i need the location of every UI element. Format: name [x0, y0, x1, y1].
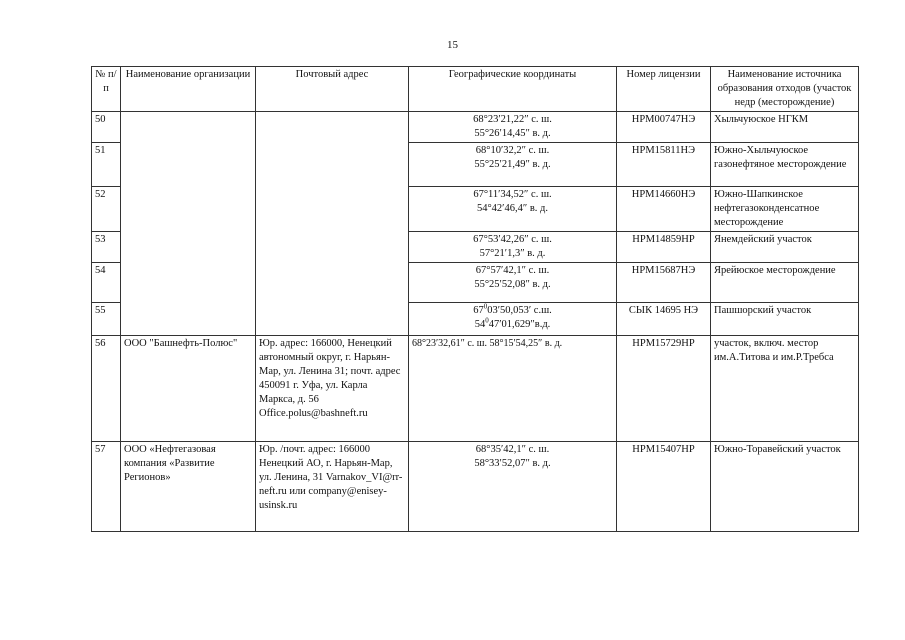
- row-num: 56: [92, 336, 121, 442]
- registry-table: [91, 66, 859, 532]
- row-address: Юр. адрес: 166000, Ненецкий автономный округ, г. Нарьян-Мар, ул. Ленина 31; почт. адрес 450091 г. Уфа, ул. Карла Маркса, д. 56 Office.polus@bashneft.ru: [256, 336, 409, 442]
- row-license: НРМ14660НЭ: [617, 187, 711, 232]
- header-license: Номер лицензии: [617, 67, 711, 112]
- row-license: НРМ15729НР: [617, 336, 711, 442]
- header-num: № п/п: [92, 67, 121, 112]
- row-source: Ярейюское месторождение: [711, 263, 859, 303]
- row-license: НРМ14859НР: [617, 232, 711, 263]
- row-coords: $67^003'50,053'$ с.ш. $54^047'01,629''в.д$.: [409, 303, 617, 336]
- row-source: Пашшорский участок: [711, 303, 859, 336]
- row-address: [256, 112, 409, 336]
- row-license: НРМ15687НЭ: [617, 263, 711, 303]
- row-license: НРМ15811НЭ: [617, 143, 711, 187]
- row-num: 53: [92, 232, 121, 263]
- row-source: Хыльчуюское НГКМ: [711, 112, 859, 143]
- table-row: [92, 112, 859, 143]
- header-coords: Географические координаты: [409, 67, 617, 112]
- row-coords: 68°10′32,2″ с. ш. 55°25′21,49″ в. д.: [409, 143, 617, 187]
- page-number: 15: [447, 39, 458, 51]
- table-row: [92, 442, 859, 532]
- row-source: Южно-Шапкинское нефтегазоконденсатное месторождение: [711, 187, 859, 232]
- row-num: 52: [92, 187, 121, 232]
- row-source: участок, включ. местор им.А.Титова и им.Р.Требса: [711, 336, 859, 442]
- header-org: Наименование организации: [121, 67, 256, 112]
- header-address: Почтовый адрес: [256, 67, 409, 112]
- header-source: Наименование источника образования отходов (участок недр (месторождение): [711, 67, 859, 112]
- row-org: ООО «Нефтегазовая компания «Развитие Регионов»: [121, 442, 256, 532]
- row-org: [121, 112, 256, 336]
- row-num: 50: [92, 112, 121, 143]
- row-coords: 67°57′42,1″ с. ш. 55°25′52,08″ в. д.: [409, 263, 617, 303]
- header-row: [92, 67, 859, 112]
- row-num: 55: [92, 303, 121, 336]
- row-coords: 67°53′42,26″ с. ш. 57°21′1,3″ в. д.: [409, 232, 617, 263]
- row-num: 54: [92, 263, 121, 303]
- row-source: Южно-Хыльчуюское газонефтяное месторождение: [711, 143, 859, 187]
- table-row: [92, 336, 859, 442]
- row-coords: 68°23′32,61″ с. ш. 58°15′54,25″ в. д.: [409, 336, 617, 442]
- row-coords: 67°11′34,52″ с. ш. 54°42′46,4″ в. д.: [409, 187, 617, 232]
- row-coords: 68°23′21,22″ с. ш. 55°26′14,45″ в. д.: [409, 112, 617, 143]
- row-coords: 68°35′42,1″ с. ш. 58°33′52,07″ в. д.: [409, 442, 617, 532]
- row-source: Янемдейский участок: [711, 232, 859, 263]
- row-num: 51: [92, 143, 121, 187]
- row-num: 57: [92, 442, 121, 532]
- row-license: НРМ15407НР: [617, 442, 711, 532]
- row-address: Юр. /почт. адрес: 166000 Ненецкий АО, г. Нарьян-Мар, ул. Ленина, 31 Varnakov_VI@rr-neft.ru или company@enisey-usinsk.ru: [256, 442, 409, 532]
- row-source: Южно-Торавейский участок: [711, 442, 859, 532]
- row-license: НРМ00747НЭ: [617, 112, 711, 143]
- row-org: ООО "Башнефть-Полюс": [121, 336, 256, 442]
- row-license: СЫК 14695 НЭ: [617, 303, 711, 336]
